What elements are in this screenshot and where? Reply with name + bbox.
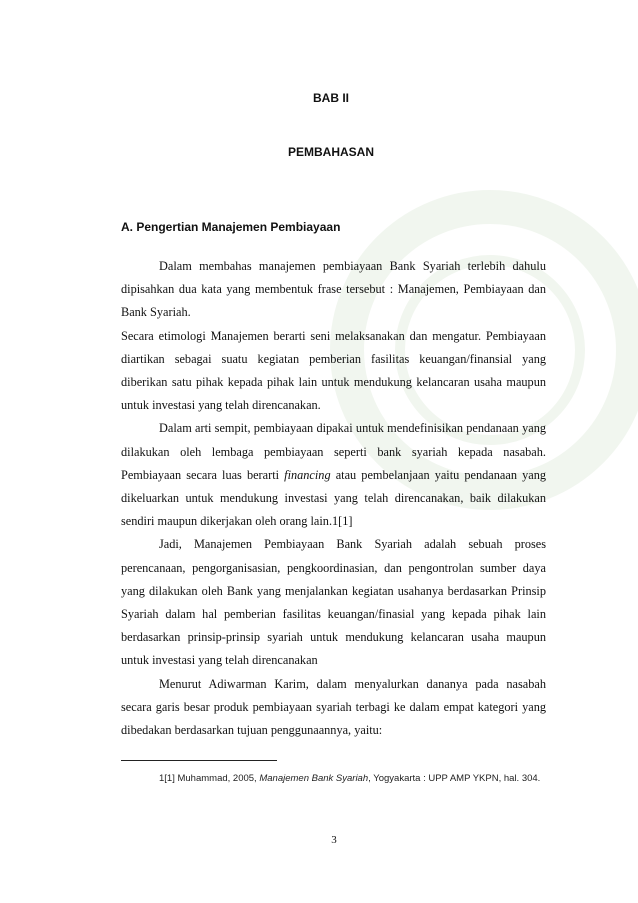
paragraph-3-text-end: atau pembelanjaan yaitu pendanaan yang dikeluarkan untuk mendukung investasi yang telah direncanakan, baik dilakukan sendiri maupun dikerjakan oleh orang lain.1[1] (121, 467, 546, 529)
footnote-text-start: 1[1] Muhammad, 2005, (159, 773, 260, 784)
paragraph-3-text-start: Dalam arti sempit, pembiayaan dipakai untuk mendefinisikan pendanaan yang dilakukan oleh lembaga pembiayaan seperti bank syariah kepada nasabah. Pembiayaan secara luas berarti (121, 421, 546, 482)
footnote-text-end: , Yogyakarta : UPP AMP YKPN, hal. 304. (368, 773, 541, 784)
chapter-title: PEMBAHASAN (287, 145, 374, 159)
page-number: 3 (331, 834, 337, 846)
footnote (121, 768, 546, 789)
paragraph-5: Menurut Adiwarman Karim, dalam menyalurkan dananya pada nasabah secara garis besar produk pembiayaan syariah terbagi ke dalam empat kategori yang dibedakan berdasarkan tujuan penggunaannya, yaitu: (121, 676, 546, 738)
body-text (121, 255, 546, 742)
paragraph-2: Secara etimologi Manajemen berarti seni melaksanakan dan mengatur. Pembiayaan diartikan sebagai suatu kegiatan pemberian fasilitas keuangan/finansial yang diberikan satu pihak kepada pihak lain untuk mendukung kelancaran usaha maupun untuk investasi yang telah direncanakan. (121, 328, 546, 413)
section-heading: A. Pengertian Manajemen Pembiayaan (121, 220, 341, 234)
paragraph-4: Jadi, Manajemen Pembiayaan Bank Syariah adalah sebuah proses perencanaan, pengorganisasian, pengkoordinasian, dan pengontrolan sumber daya yang dilakukan oleh Bank yang menjalankan kegiatan usahanya berdasarkan Prinsip Syariah dalam hal pemberian fasilitas keuangan/finasial yang kepada pihak lain berdasarkan prinsip-prinsip syariah untuk mendukung kelancaran usaha maupun untuk investasi yang telah direncanakan (121, 537, 546, 668)
footnote-separator (121, 760, 277, 761)
chapter-number: BAB II (313, 91, 349, 105)
paragraph-3-italic-term: financing (284, 467, 331, 482)
paragraph-1: Dalam membahas manajemen pembiayaan Bank Syariah terlebih dahulu dipisahkan dua kata yang membentuk frase tersebut : Manajemen, Pembiayaan dan Bank Syariah. (121, 259, 546, 320)
footnote-book-title: Manajemen Bank Syariah (259, 773, 369, 784)
paragraph-3 (121, 417, 546, 533)
